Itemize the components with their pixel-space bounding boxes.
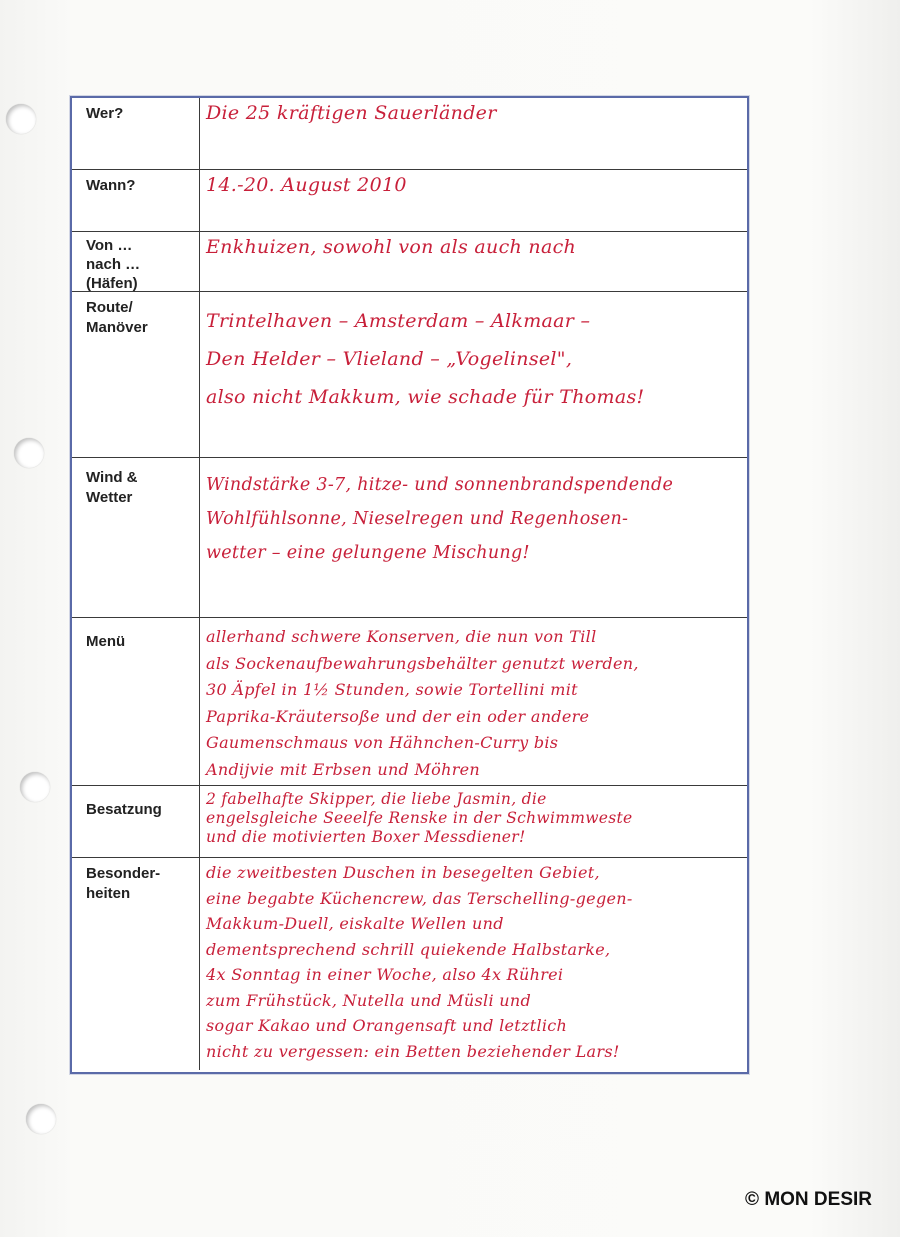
handwritten-line: Makkum-Duell, eiskalte Wellen und	[206, 914, 504, 933]
logbook-form	[70, 96, 749, 1074]
row-besatzung	[72, 786, 747, 858]
punch-hole	[6, 104, 36, 134]
handwritten-line: allerhand schwere Konserven, die nun von Till	[206, 627, 597, 646]
row-menu	[72, 618, 747, 786]
handwritten-entry	[206, 302, 743, 416]
handwritten-line: Die 25 kräftigen Sauerländer	[206, 102, 497, 124]
handwritten-line: eine begabte Küchencrew, das Terschelling-gegen-	[206, 888, 633, 908]
handwritten-line: Den Helder – Vlieland – „Vogelinsel",	[206, 348, 573, 370]
handwritten-line: 30 Äpfel in 1½ Stunden, sowie Tortellini mit	[206, 680, 578, 699]
handwritten-line: Wohlfühlsonne, Nieselregen und Regenhosen-	[206, 509, 629, 529]
handwritten-line: Paprika-Kräutersoße und der ein oder andere	[206, 706, 590, 726]
row-label: Wann?	[72, 170, 200, 231]
handwritten-entry	[206, 860, 743, 1064]
handwritten-line: Trintelhaven – Amsterdam – Alkmaar –	[206, 310, 591, 332]
row-label: Besatzung	[72, 786, 200, 857]
handwritten-entry	[206, 100, 743, 127]
handwritten-line: zum Frühstück, Nutella und Müsli und	[206, 990, 531, 1010]
row-label: Besonder- heiten	[72, 858, 200, 1070]
handwritten-line: und die motivierten Boxer Messdiener!	[206, 828, 526, 846]
handwritten-line: die zweitbesten Duschen in besegelten Gebiet,	[206, 863, 600, 882]
handwritten-line: 14.-20. August 2010	[206, 174, 407, 196]
row-label: Von … nach … (Häfen)	[72, 232, 200, 291]
handwritten-entry	[206, 790, 743, 847]
handwritten-line: nicht zu vergessen: ein Betten beziehender Lars!	[206, 1041, 620, 1061]
copyright-watermark: © MON DESIR	[745, 1189, 872, 1210]
punch-hole	[20, 772, 50, 802]
handwritten-line: als Sockenaufbewahrungsbehälter genutzt werden,	[206, 653, 639, 673]
row-label: Route/ Manöver	[72, 292, 200, 457]
handwritten-line: dementsprechend schrill quiekende Halbstarke,	[206, 939, 611, 959]
row-wann	[72, 170, 747, 232]
handwritten-line: wetter – eine gelungene Mischung!	[206, 543, 530, 563]
row-label: Menü	[72, 618, 200, 785]
handwritten-line: 2 fabelhafte Skipper, die liebe Jasmin, die	[206, 790, 547, 808]
handwritten-line: engelsgleiche Seeelfe Renske in der Schwimmweste	[206, 809, 633, 827]
handwritten-entry	[206, 172, 743, 199]
row-route	[72, 292, 747, 458]
handwritten-entry	[206, 624, 743, 783]
row-wind-wetter	[72, 458, 747, 618]
row-label: Wer?	[72, 98, 200, 169]
handwritten-line: also nicht Makkum, wie schade für Thomas!	[206, 386, 645, 408]
handwritten-line: Enkhuizen, sowohl von als auch nach	[206, 236, 577, 258]
handwritten-line: Windstärke 3-7, hitze- und sonnenbrandspendende	[206, 475, 674, 495]
row-wer	[72, 98, 747, 170]
row-label: Wind & Wetter	[72, 458, 200, 617]
handwritten-line: sogar Kakao und Orangensaft und letztlich	[206, 1016, 568, 1035]
row-haefen	[72, 232, 747, 292]
handwritten-line: 4x Sonntag in einer Woche, also 4x Rührei	[206, 965, 564, 984]
punch-hole	[26, 1104, 56, 1134]
handwritten-entry	[206, 468, 743, 570]
row-besonderheiten	[72, 858, 747, 1070]
handwritten-entry	[206, 234, 743, 261]
handwritten-line: Andijvie mit Erbsen und Möhren	[206, 759, 481, 779]
punch-hole	[14, 438, 44, 468]
handwritten-line: Gaumenschmaus von Hähnchen-Curry bis	[206, 733, 559, 752]
